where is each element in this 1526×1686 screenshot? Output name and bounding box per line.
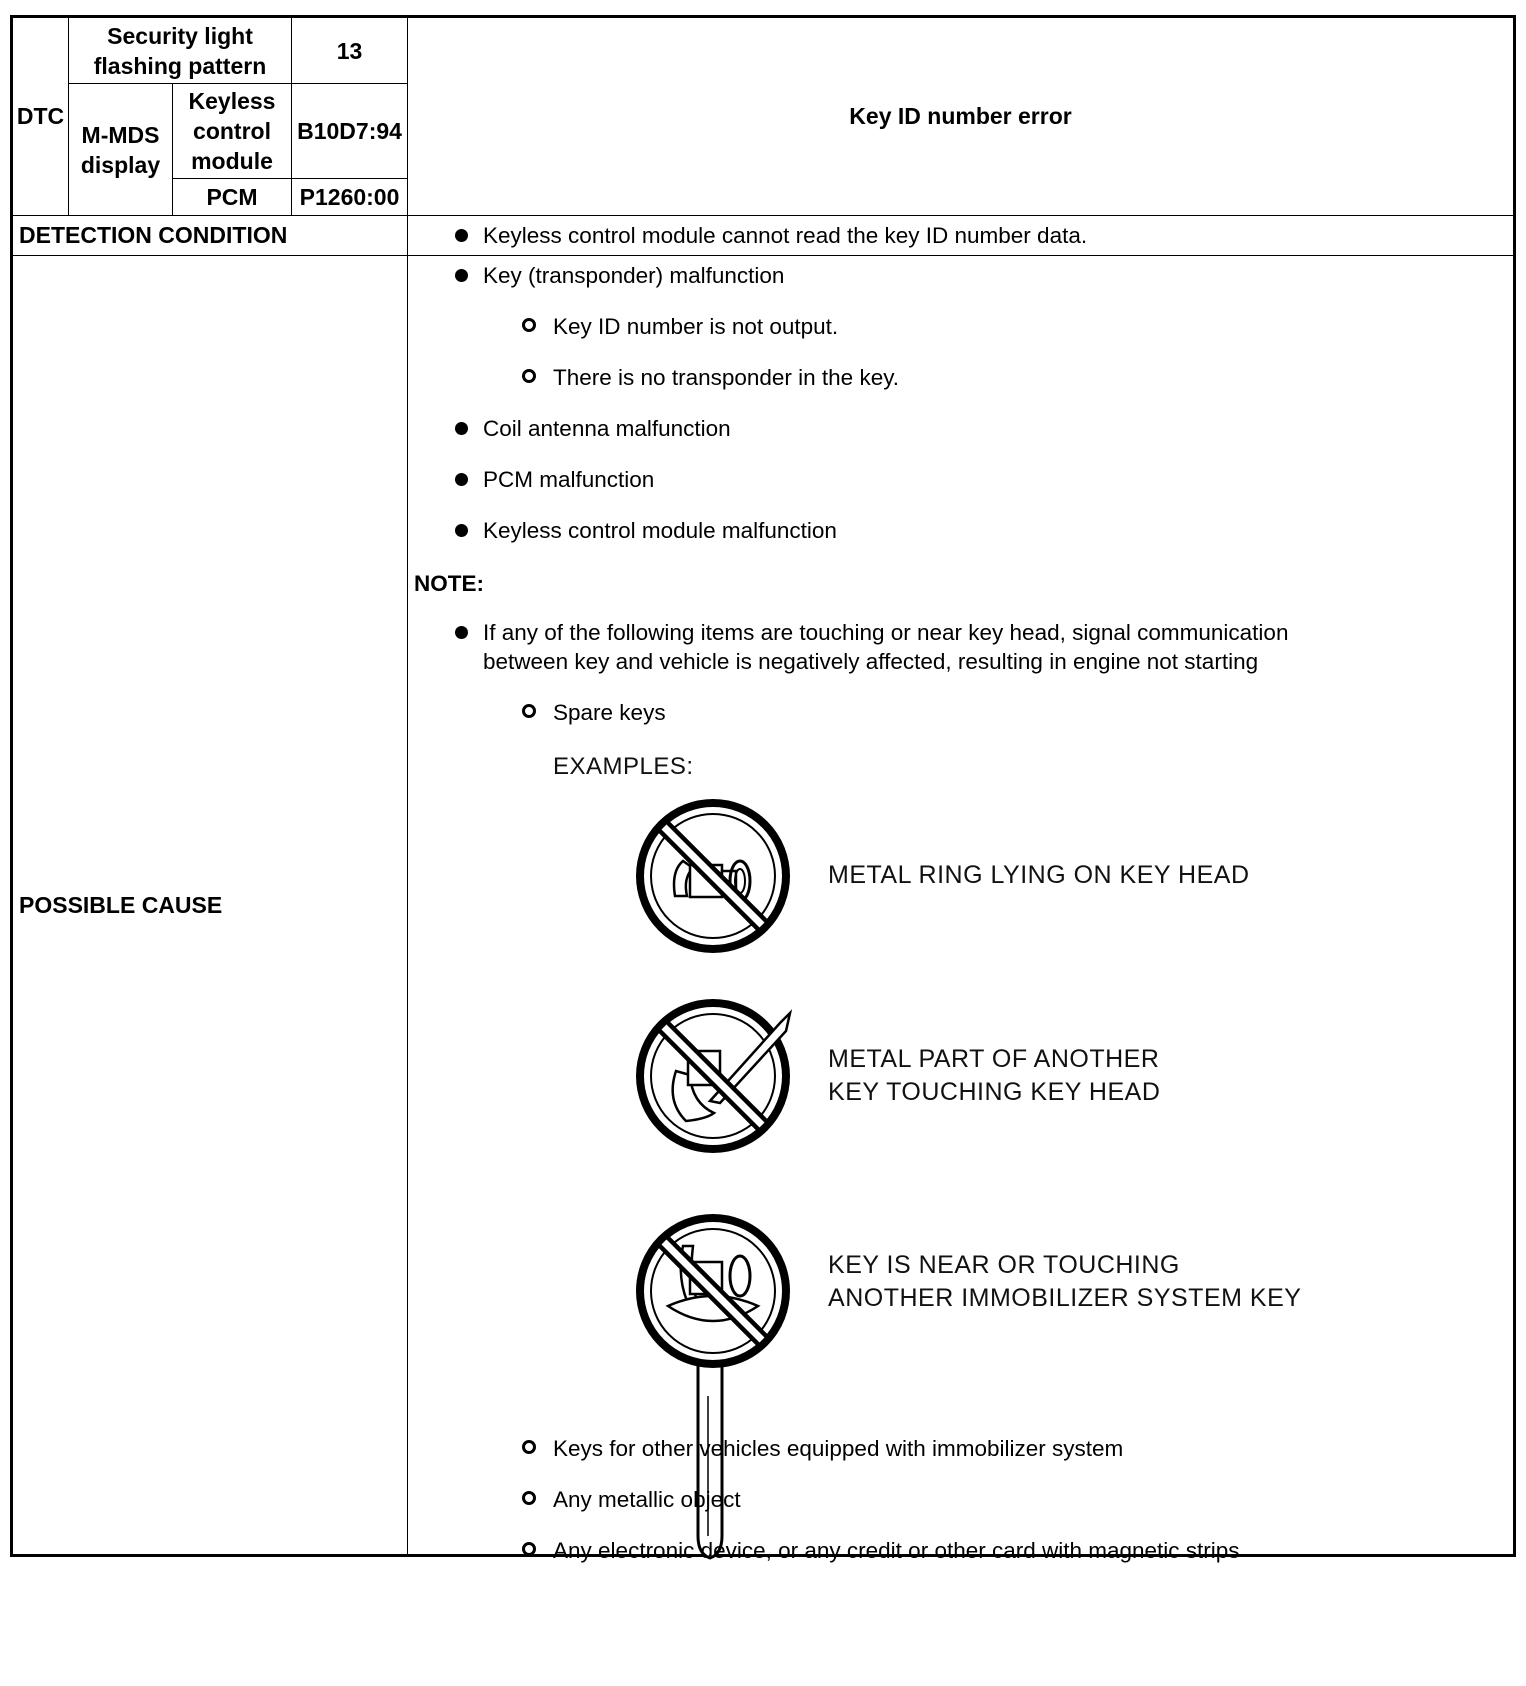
- sub-bullet-icon: [522, 369, 536, 383]
- bullet-icon: [455, 626, 468, 639]
- mmds-display-label: M-MDS display: [69, 84, 173, 216]
- dtc-table: [10, 15, 1516, 1563]
- other-item: Keys for other vehicles equipped with immobilizer system: [553, 1436, 1124, 1461]
- bullet-icon: [455, 473, 468, 486]
- examples-label: EXAMPLES:: [553, 753, 694, 780]
- example-text-1: METAL RING LYING ON KEY HEAD: [828, 861, 1250, 889]
- cause-item: Key (transponder) malfunction: [483, 263, 785, 288]
- other-item: Any metallic object: [553, 1487, 741, 1512]
- example-text-2: METAL PART OF ANOTHER KEY TOUCHING KEY HEAD: [828, 1045, 1161, 1106]
- sub-bullet-icon: [522, 1491, 536, 1505]
- note-text-line1: If any of the following items are touching or near key head, signal communication: [483, 620, 1289, 645]
- bullet-icon: [455, 229, 468, 242]
- bullet-icon: [455, 269, 468, 282]
- cause-item: Keyless control module malfunction: [483, 518, 837, 543]
- security-light-label: Security light flashing pattern: [69, 17, 292, 84]
- page-title: Key ID number error: [408, 17, 1515, 216]
- note-text-line2: between key and vehicle is negatively affected, resulting in engine not starting: [483, 649, 1259, 674]
- bullet-icon: [455, 524, 468, 537]
- dtc-label: DTC: [12, 17, 69, 216]
- possible-cause-cell: [408, 256, 1515, 1563]
- security-light-value: 13: [292, 17, 408, 84]
- sub-bullet-icon: [522, 318, 536, 332]
- prohibited-metal-ring-icon: [628, 791, 798, 961]
- cause-subitem: There is no transponder in the key.: [553, 365, 900, 390]
- sub-bullet-icon: [522, 1440, 536, 1454]
- cause-subitem: Key ID number is not output.: [553, 314, 839, 339]
- prohibited-another-key-icon: [628, 991, 798, 1161]
- keyless-control-module-label: Keyless control module: [173, 84, 292, 179]
- detection-condition-cell: [408, 216, 1515, 256]
- sub-bullet-icon: [522, 1542, 536, 1556]
- cause-item: PCM malfunction: [483, 467, 655, 492]
- bullet-icon: [455, 422, 468, 435]
- note-label: NOTE:: [414, 571, 485, 596]
- detection-condition-label: DETECTION CONDITION: [12, 216, 408, 256]
- example-text-3: KEY IS NEAR OR TOUCHING ANOTHER IMMOBILIZER SYSTEM KEY: [828, 1251, 1302, 1312]
- keyless-dtc-code: B10D7:94: [292, 84, 408, 179]
- other-item: Any electronic device, or any credit or other card with magnetic strips: [553, 1538, 1240, 1563]
- pcm-label: PCM: [173, 179, 292, 216]
- sub-bullet-icon: [522, 704, 536, 718]
- pcm-dtc-code: P1260:00: [292, 179, 408, 216]
- cause-item: Coil antenna malfunction: [483, 416, 731, 441]
- spare-keys-item: Spare keys: [553, 700, 666, 725]
- detection-condition-text: Keyless control module cannot read the key ID number data.: [483, 223, 1088, 248]
- possible-cause-label: POSSIBLE CAUSE: [12, 256, 408, 1556]
